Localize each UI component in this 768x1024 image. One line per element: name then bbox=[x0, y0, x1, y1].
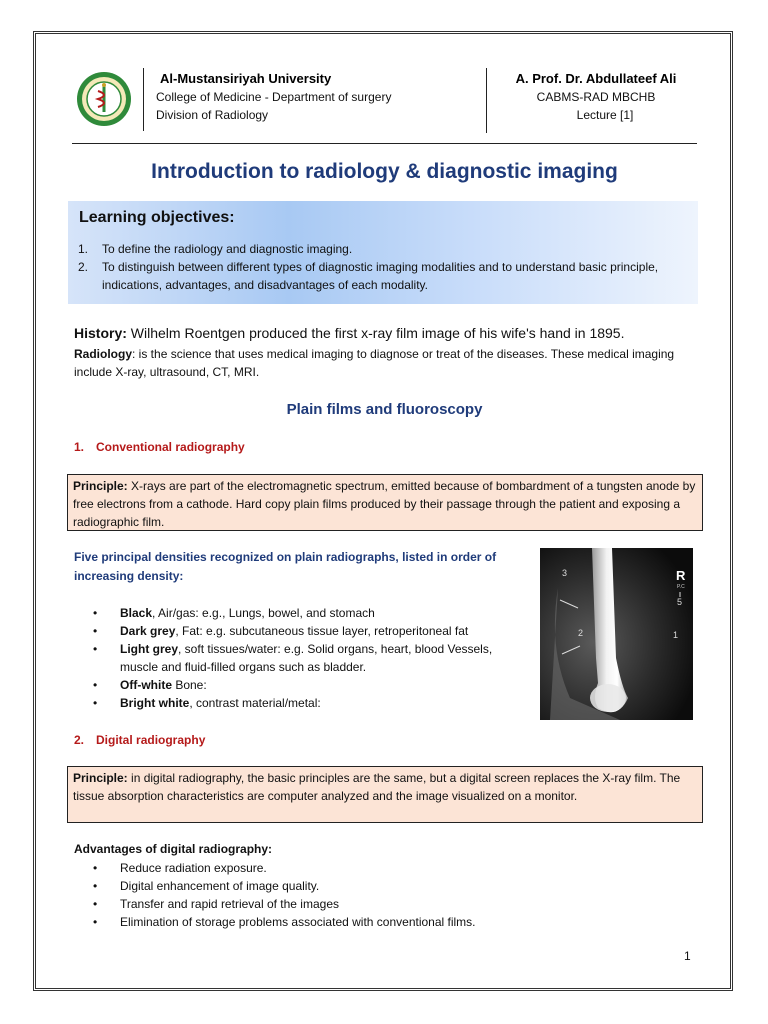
xray-pc-marker: P.C bbox=[677, 584, 685, 590]
page-number: 1 bbox=[684, 949, 691, 963]
university-name: Al-Mustansiriyah University bbox=[160, 71, 332, 86]
xray-label-2: 2 bbox=[578, 628, 584, 638]
principle-label: Principle: bbox=[73, 771, 128, 785]
list-item bbox=[78, 258, 690, 294]
principle-text: X-rays are part of the electromagnetic spectrum, emitted because of bombardment of a tungsten anode by free electrons from a cathode. Hard copy plain films produced by their passage through the patient and exposing a radiographic film. bbox=[73, 479, 696, 529]
advantage-text: Transfer and rapid retrieval of the images bbox=[120, 897, 339, 911]
page-title: Introduction to radiology & diagnostic imaging bbox=[151, 160, 618, 183]
list-item: • Reduce radiation exposure. bbox=[93, 861, 267, 875]
density-text: Bone: bbox=[172, 678, 207, 692]
list-item bbox=[78, 240, 690, 258]
density-label: Dark grey bbox=[120, 624, 176, 638]
advantage-text: Elimination of storage problems associated with conventional films. bbox=[120, 915, 476, 929]
university-seal-icon bbox=[76, 71, 132, 127]
section-title: Plain films and fluoroscopy bbox=[286, 401, 483, 418]
advantages-list bbox=[74, 859, 674, 931]
advantages-heading: Advantages of digital radiography: bbox=[74, 842, 273, 856]
heading-number: 2. bbox=[74, 733, 85, 747]
learning-objectives-list bbox=[78, 240, 690, 294]
xray-side-marker: R bbox=[676, 568, 686, 583]
femur-radiograph-image bbox=[540, 548, 693, 720]
history-label: History: bbox=[74, 325, 127, 341]
conventional-heading bbox=[74, 440, 245, 454]
list-item: • Dark grey, Fat: e.g. subcutaneous tissue layer, retroperitoneal fat bbox=[93, 624, 469, 638]
list-item: • Off-white Bone: bbox=[93, 678, 207, 692]
radiology-definition bbox=[74, 345, 704, 381]
item-number: 1. bbox=[78, 242, 89, 256]
density-text: , Fat: e.g. subcutaneous tissue layer, retroperitoneal fat bbox=[175, 624, 469, 638]
heading-text: Digital radiography bbox=[96, 733, 206, 747]
list-item: • Elimination of storage problems associated with conventional films. bbox=[93, 915, 476, 929]
list-item: • Transfer and rapid retrieval of the images bbox=[93, 897, 339, 911]
digital-heading bbox=[74, 733, 205, 747]
density-text: , Air/gas: e.g., Lungs, bowel, and stomach bbox=[152, 606, 375, 620]
list-item: • Light grey, soft tissues/water: e.g. Solid organs, heart, blood Vessels, muscle and fluid-filled organs such as bladder. bbox=[93, 642, 493, 674]
density-label: Black bbox=[120, 606, 153, 620]
item-number: 2. bbox=[78, 260, 89, 274]
density-text: , contrast material/metal: bbox=[189, 696, 321, 710]
header-divider-left bbox=[143, 68, 144, 131]
learning-objectives-heading: Learning objectives: bbox=[79, 209, 235, 226]
density-text: , soft tissues/water: e.g. Solid organs, heart, blood Vessels, muscle and fluid-filled organs such as bladder. bbox=[120, 642, 493, 674]
list-item: • Digital enhancement of image quality. bbox=[93, 879, 320, 893]
principle-text: in digital radiography, the basic principles are the same, but a digital screen replaces the X-ray film. The tissue absorption characteristics are computer analyzed and the image visualized on a monitor. bbox=[73, 771, 681, 803]
density-label: Light grey bbox=[120, 642, 179, 656]
advantage-text: Digital enhancement of image quality. bbox=[120, 879, 320, 893]
history-paragraph bbox=[74, 325, 704, 341]
density-label: Bright white bbox=[120, 696, 190, 710]
item-text: To define the radiology and diagnostic imaging. bbox=[102, 242, 353, 256]
conventional-principle-box bbox=[67, 474, 703, 531]
xray-label-1: 1 bbox=[673, 630, 679, 640]
density-label: Off-white bbox=[120, 678, 172, 692]
xray-label-5: 5 bbox=[677, 597, 683, 607]
author-name: A. Prof. Dr. Abdullateef Ali bbox=[515, 71, 677, 86]
densities-list bbox=[74, 604, 534, 712]
advantage-text: Reduce radiation exposure. bbox=[120, 861, 267, 875]
list-item: • Black, Air/gas: e.g., Lungs, bowel, and stomach bbox=[93, 606, 375, 620]
item-text: To distinguish between different types of diagnostic imaging modalities and to understand basic principle, indications, advantages, and disadvantages of each modality. bbox=[102, 260, 659, 292]
xray-label-3: 3 bbox=[562, 568, 568, 578]
list-item: • Bright white, contrast material/metal: bbox=[93, 696, 321, 710]
heading-number: 1. bbox=[74, 440, 85, 454]
heading-text: Conventional radiography bbox=[96, 440, 245, 454]
densities-heading: Five principal densities recognized on plain radiographs, listed in order of increasing density: bbox=[74, 550, 497, 583]
lecture-number: Lecture [1] bbox=[576, 108, 634, 122]
division-name: Division of Radiology bbox=[156, 108, 269, 122]
header-divider-right bbox=[486, 68, 487, 133]
digital-principle-box bbox=[67, 766, 703, 823]
college-name: College of Medicine - Department of surgery bbox=[156, 90, 392, 104]
radiology-label: Radiology bbox=[74, 347, 133, 361]
author-credentials: CABMS-RAD MBCHB bbox=[536, 90, 656, 104]
history-text: Wilhelm Roentgen produced the first x-ray film image of his wife's hand in 1895. bbox=[126, 325, 625, 341]
radiology-text: : is the science that uses medical imaging to diagnose or treat of the diseases. These medical imaging include X-ray, ultrasound, CT, MRI. bbox=[74, 347, 675, 379]
principle-label: Principle: bbox=[73, 479, 128, 493]
header-rule bbox=[72, 143, 697, 144]
